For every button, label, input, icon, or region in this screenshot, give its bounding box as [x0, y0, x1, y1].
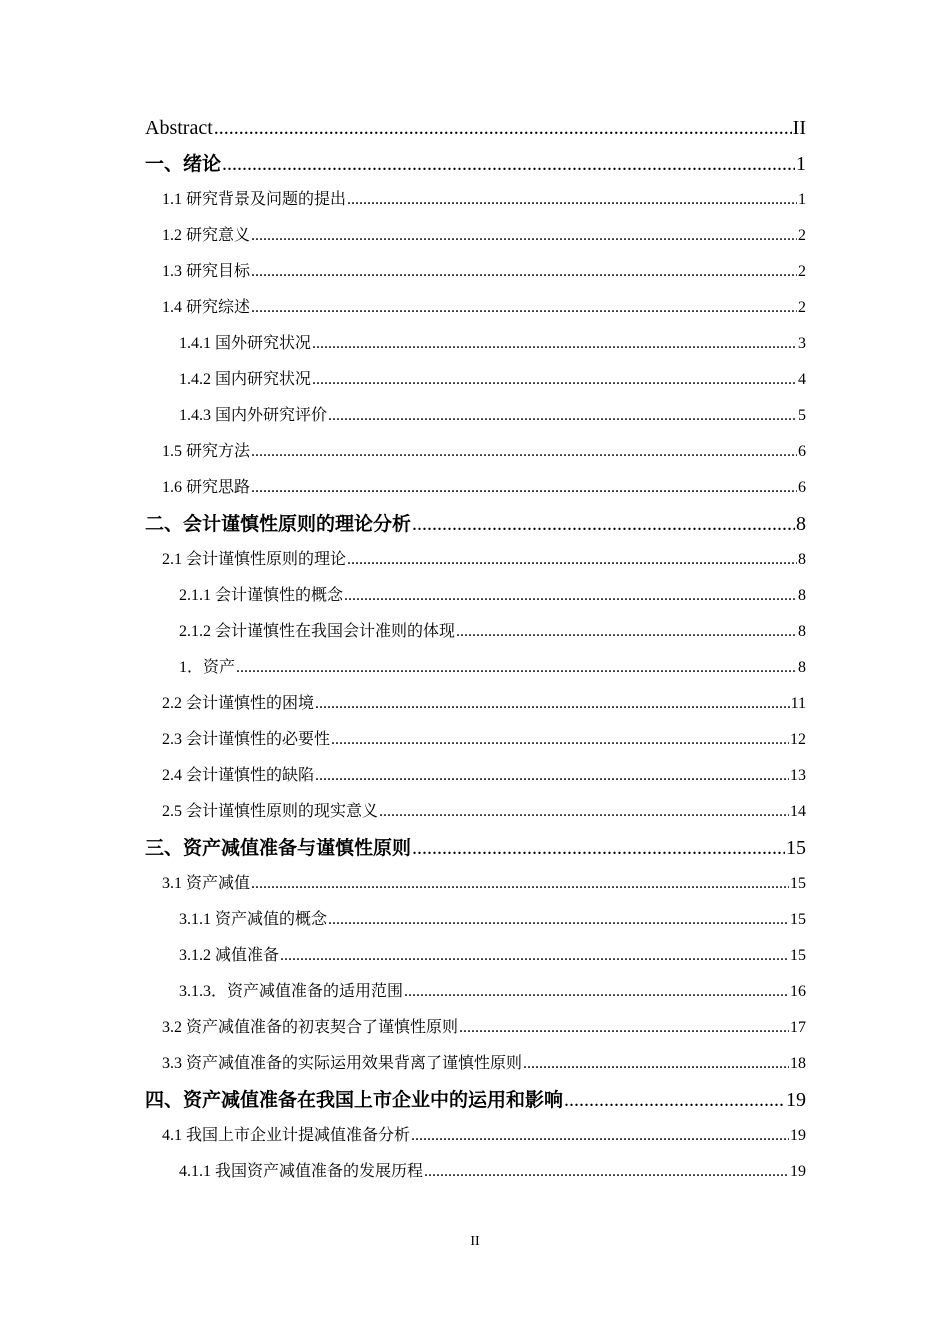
toc-entry-page-number: 2 [798, 227, 806, 244]
toc-entry-page-number: 1 [796, 153, 806, 175]
toc-dot-leader [236, 650, 797, 686]
toc-entry-page-number: 18 [790, 1055, 806, 1072]
toc-entry[interactable] [145, 1118, 806, 1154]
toc-entry-title: 1.4 研究综述 [162, 299, 251, 316]
toc-entry[interactable] [145, 542, 806, 578]
toc-dot-leader [315, 758, 789, 794]
toc-entry-page-number: 8 [796, 513, 806, 535]
toc-entry[interactable] [145, 1154, 806, 1190]
toc-entry-page-number: 19 [786, 1089, 806, 1111]
toc-entry[interactable] [145, 290, 806, 326]
toc-entry[interactable] [145, 326, 806, 362]
toc-entry-page-number: 5 [798, 407, 806, 424]
toc-dot-leader [251, 470, 797, 506]
toc-entry-page-number: 1 [798, 191, 806, 208]
toc-entry-title: 3.1.1 资产减值的概念 [179, 911, 328, 928]
toc-dot-leader [347, 182, 797, 218]
toc-entry-page-number: 13 [790, 767, 806, 784]
toc-entry[interactable] [145, 218, 806, 254]
toc-entry[interactable] [145, 758, 806, 794]
toc-entry-page-number: 8 [798, 551, 806, 568]
toc-entry-title: 2.4 会计谨慎性的缺陷 [162, 767, 315, 784]
toc-dot-leader [347, 542, 797, 578]
toc-dot-leader [251, 866, 789, 902]
toc-entry[interactable] [145, 794, 806, 830]
toc-dot-leader [214, 110, 792, 146]
toc-dot-leader [280, 938, 789, 974]
toc-entry[interactable] [145, 578, 806, 614]
toc-entry-title: 1.3 研究目标 [162, 263, 251, 280]
toc-dot-leader [523, 1046, 789, 1082]
toc-entry-page-number: 2 [798, 299, 806, 316]
toc-entry-title: 四、资产减值准备在我国上市企业中的运用和影响 [145, 1089, 564, 1111]
table-of-contents [145, 110, 806, 1190]
toc-entry-page-number: 14 [790, 803, 806, 820]
toc-entry[interactable] [145, 254, 806, 290]
toc-entry[interactable] [145, 434, 806, 470]
toc-entry[interactable] [145, 1082, 806, 1118]
toc-entry[interactable] [145, 974, 806, 1010]
toc-entry[interactable] [145, 1010, 806, 1046]
toc-entry-page-number: 15 [790, 947, 806, 964]
toc-entry[interactable] [145, 938, 806, 974]
toc-entry-page-number: 8 [798, 623, 806, 640]
toc-entry-title: 2.5 会计谨慎性原则的现实意义 [162, 803, 379, 820]
toc-dot-leader [412, 830, 785, 866]
toc-entry-title: 3.2 资产减值准备的初衷契合了谨慎性原则 [162, 1019, 459, 1036]
toc-entry-title: 1.1 研究背景及问题的提出 [162, 191, 347, 208]
toc-entry[interactable] [145, 866, 806, 902]
toc-entry[interactable] [145, 830, 806, 866]
toc-entry-title: 2.2 会计谨慎性的困境 [162, 695, 315, 712]
toc-entry[interactable] [145, 362, 806, 398]
toc-entry[interactable] [145, 614, 806, 650]
toc-dot-leader [312, 362, 797, 398]
toc-entry[interactable] [145, 686, 806, 722]
toc-entry[interactable] [145, 398, 806, 434]
toc-entry-title: 1.6 研究思路 [162, 479, 251, 496]
toc-entry-page-number: 8 [798, 659, 806, 676]
toc-entry-title: 4.1 我国上市企业计提减值准备分析 [162, 1127, 411, 1144]
toc-dot-leader [331, 722, 789, 758]
toc-entry[interactable] [145, 470, 806, 506]
toc-dot-leader [251, 434, 797, 470]
toc-entry-title: 2.1.1 会计谨慎性的概念 [179, 587, 344, 604]
page-number: II [470, 1234, 480, 1249]
toc-entry[interactable] [145, 506, 806, 542]
toc-dot-leader [328, 902, 789, 938]
toc-entry-title: 二、会计谨慎性原则的理论分析 [145, 513, 412, 535]
toc-dot-leader [251, 254, 797, 290]
toc-entry-title: 2.1.2 会计谨慎性在我国会计准则的体现 [179, 623, 456, 640]
toc-entry-page-number: 2 [798, 263, 806, 280]
toc-entry-page-number: 19 [790, 1127, 806, 1144]
toc-entry-title: 4.1.1 我国资产减值准备的发展历程 [179, 1163, 424, 1180]
toc-dot-leader [411, 1118, 789, 1154]
toc-dot-leader [404, 974, 789, 1010]
toc-entry-page-number: 15 [786, 837, 806, 859]
toc-entry[interactable] [145, 110, 806, 146]
toc-entry[interactable] [145, 182, 806, 218]
toc-entry-page-number: 6 [798, 479, 806, 496]
toc-entry[interactable] [145, 650, 806, 686]
toc-entry[interactable] [145, 146, 806, 182]
toc-entry-page-number: 15 [790, 875, 806, 892]
toc-dot-leader [251, 290, 797, 326]
toc-entry[interactable] [145, 1046, 806, 1082]
toc-entry-page-number: 12 [790, 731, 806, 748]
toc-entry-title: 一、绪论 [145, 153, 222, 175]
toc-entry-title: Abstract [145, 117, 213, 139]
toc-dot-leader [315, 686, 790, 722]
toc-entry-title: 1.4.1 国外研究状况 [179, 335, 312, 352]
toc-entry-page-number: II [792, 117, 806, 139]
toc-dot-leader [424, 1154, 789, 1190]
toc-entry-page-number: 15 [790, 911, 806, 928]
toc-entry-title: 1.4.3 国内外研究评价 [179, 407, 328, 424]
toc-entry-title: 2.3 会计谨慎性的必要性 [162, 731, 331, 748]
toc-entry-title: 3.1.2 减值准备 [179, 947, 280, 964]
toc-dot-leader [251, 218, 797, 254]
toc-entry-title: 3.3 资产减值准备的实际运用效果背离了谨慎性原则 [162, 1055, 523, 1072]
toc-entry-title: 1.5 研究方法 [162, 443, 251, 460]
toc-entry-title: 1.4.2 国内研究状况 [179, 371, 312, 388]
toc-entry-page-number: 8 [798, 587, 806, 604]
toc-entry-page-number: 6 [798, 443, 806, 460]
toc-dot-leader [379, 794, 789, 830]
toc-entry[interactable] [145, 902, 806, 938]
toc-entry-title: 三、资产减值准备与谨慎性原则 [145, 837, 412, 859]
toc-entry-title: 2.1 会计谨慎性原则的理论 [162, 551, 347, 568]
toc-entry-title: 3.1.3．资产减值准备的适用范围 [179, 983, 404, 1000]
toc-dot-leader [456, 614, 797, 650]
toc-entry[interactable] [145, 722, 806, 758]
toc-entry-page-number: 11 [790, 695, 806, 712]
toc-dot-leader [459, 1010, 789, 1046]
toc-dot-leader [312, 326, 797, 362]
toc-dot-leader [328, 398, 797, 434]
toc-entry-page-number: 4 [798, 371, 806, 388]
toc-entry-title: 1．资产 [179, 659, 236, 676]
toc-entry-page-number: 19 [790, 1163, 806, 1180]
toc-entry-page-number: 17 [790, 1019, 806, 1036]
toc-entry-title: 1.2 研究意义 [162, 227, 251, 244]
toc-dot-leader [222, 146, 795, 182]
toc-entry-title: 3.1 资产减值 [162, 875, 251, 892]
toc-dot-leader [412, 506, 795, 542]
toc-dot-leader [344, 578, 797, 614]
toc-entry-page-number: 16 [790, 983, 806, 1000]
toc-dot-leader [564, 1082, 785, 1118]
toc-entry-page-number: 3 [798, 335, 806, 352]
